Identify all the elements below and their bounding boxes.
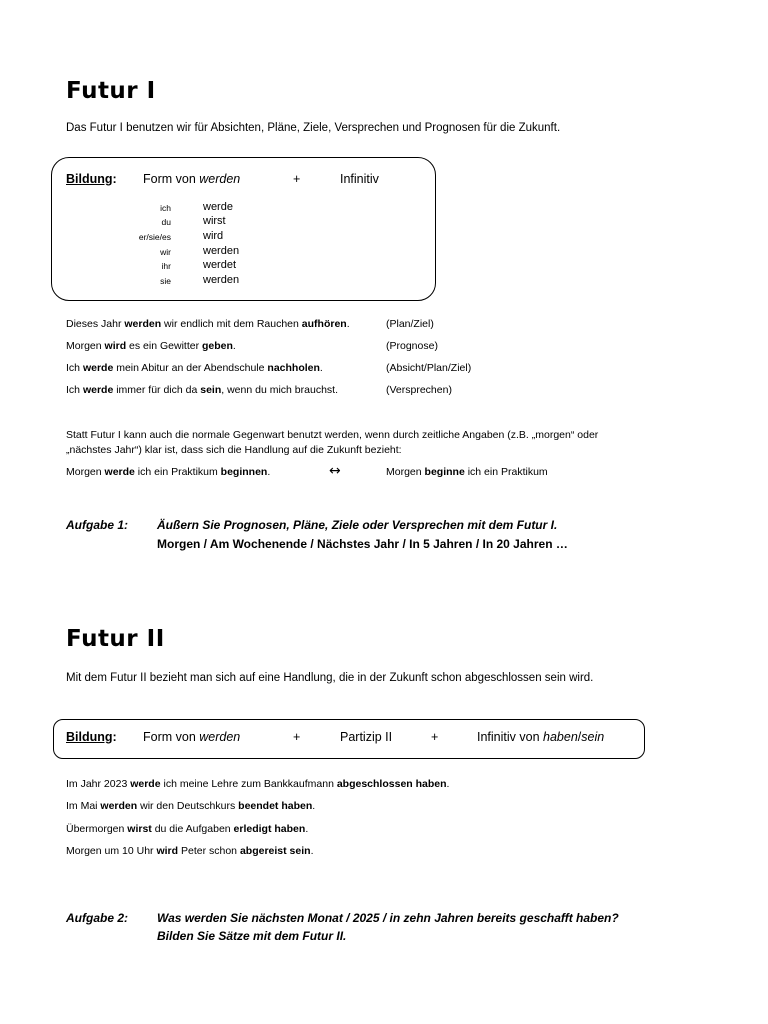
verb-form: wirst: [203, 215, 226, 227]
futur1-example-tag: (Plan/Ziel): [386, 318, 434, 330]
pronoun: er/sie/es: [138, 232, 171, 242]
futur2-bildung-infinitiv: Infinitiv von haben/sein: [477, 730, 605, 744]
futur2-intro: Mit dem Futur II bezieht man sich auf eine Handlung, die in der Zukunft schon abgeschlossen sein wird.: [66, 672, 594, 684]
futur2-example-sentence: Morgen um 10 Uhr wird Peter schon abgereist sein.: [66, 845, 314, 857]
futur1-note-line: „nächstes Jahr“) klar ist, dass sich die Handlung auf die Zukunft bezieht:: [66, 444, 402, 456]
verb-form: werden: [203, 274, 240, 286]
futur1-example-sentence: Ich werde mein Abitur an der Abendschule nachholen.: [66, 362, 323, 374]
futur2-bildung-partizip: Partizip II: [340, 730, 393, 744]
aufgabe1-label: Aufgabe 1:: [66, 518, 129, 532]
futur1-compare-right: Morgen beginne ich ein Praktikum: [386, 466, 548, 478]
pronoun: ich: [160, 203, 171, 213]
verb-form: werde: [203, 201, 233, 213]
aufgabe2-instruction: Bilden Sie Sätze mit dem Futur II.: [157, 929, 347, 943]
futur1-title: Futur I: [66, 78, 156, 104]
futur1-example-tag: (Prognose): [386, 340, 438, 352]
futur2-bildung-label: Bildung:: [66, 730, 117, 744]
futur1-compare-left: Morgen werde ich ein Praktikum beginnen.: [66, 466, 271, 478]
futur1-example-sentence: Ich werde immer für dich da sein, wenn du mich brauchst.: [66, 384, 338, 396]
futur2-bildung-plus: +: [293, 730, 301, 744]
futur2-bildung-form: Form von werden: [143, 730, 241, 744]
aufgabe1-prompts: Morgen / Am Wochenende / Nächstes Jahr / In 5 Jahren / In 20 Jahren …: [157, 537, 568, 551]
verb-form: werden: [203, 245, 240, 257]
verb-form: wird: [203, 230, 224, 242]
verb-form: werdet: [203, 259, 237, 271]
futur1-example-tag: (Absicht/Plan/Ziel): [386, 362, 472, 374]
futur1-example-tag: (Versprechen): [386, 384, 452, 396]
futur1-intro: Das Futur I benutzen wir für Absichten, Pläne, Ziele, Versprechen und Prognosen für die Zukunft.: [66, 122, 561, 134]
futur2-example-sentence: Übermorgen wirst du die Aufgaben erledigt haben.: [66, 823, 309, 835]
futur2-example-sentence: Im Mai werden wir den Deutschkurs beendet haben.: [66, 800, 316, 812]
futur1-bildung-plus: +: [293, 172, 301, 186]
pronoun: wir: [160, 247, 171, 257]
aufgabe2-label: Aufgabe 2:: [66, 911, 129, 925]
pronoun: du: [161, 217, 171, 227]
futur1-example-sentence: Dieses Jahr werden wir endlich mit dem Rauchen aufhören.: [66, 318, 350, 330]
futur1-note-line: Statt Futur I kann auch die normale Gegenwart benutzt werden, wenn durch zeitliche Angaben (z.B. „morgen“ oder: [66, 429, 599, 441]
pronoun: sie: [160, 276, 171, 286]
futur1-example-sentence: Morgen wird es ein Gewitter geben.: [66, 340, 236, 352]
futur1-bildung-infinitiv: Infinitiv: [340, 172, 379, 186]
futur2-example-sentence: Im Jahr 2023 werde ich meine Lehre zum Bankkaufmann abgeschlossen haben.: [66, 778, 450, 790]
pronoun: ihr: [161, 261, 171, 271]
futur1-bildung-form: Form von werden: [143, 172, 241, 186]
futur1-bildung-label: Bildung:: [66, 172, 117, 186]
futur2-bildung-plus: +: [431, 730, 439, 744]
futur2-title: Futur II: [66, 626, 165, 652]
aufgabe1-instruction: Äußern Sie Prognosen, Pläne, Ziele oder Versprechen mit dem Futur I.: [157, 518, 558, 532]
double-arrow-icon: ↔: [329, 463, 341, 479]
aufgabe2-question: Was werden Sie nächsten Monat / 2025 / in zehn Jahren bereits geschafft haben?: [157, 911, 619, 925]
